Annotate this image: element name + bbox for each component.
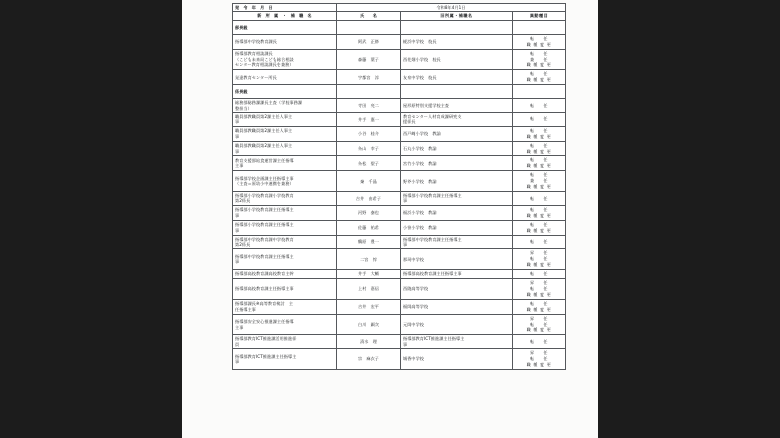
table-row (233, 279, 566, 300)
transfer-kind-line: 転 任 (529, 256, 551, 262)
old-post-line: 野芥小学校 教諭 (403, 178, 437, 184)
transfer-kind-line: 兼 任 (529, 178, 551, 184)
transfer-kind-line: 転 任 (529, 271, 551, 277)
group-heading-spacer-kind (513, 85, 566, 99)
cell-new-post (233, 34, 337, 49)
new-post-main: 指導部高校教育課高校教育主幹 (235, 271, 294, 277)
new-post-main: 指導部教育ICT推進課主任指導主 (235, 353, 297, 359)
old-post-line: 指導部中学校教育課主任指導主 (403, 236, 462, 242)
cell-old-post (401, 113, 513, 127)
new-post-sub: 任指導主事 (235, 306, 256, 312)
cell-old-post (401, 141, 513, 156)
cell-person-name: 井手 憲一 (337, 113, 401, 127)
personnel-transfer-table (232, 3, 566, 370)
cell-new-post (233, 335, 337, 349)
cell-person-name: 宇都宮 淳 (337, 70, 401, 85)
old-post-line: 宮竹小学校 教諭 (403, 160, 437, 166)
column-header-kind: 異動種目 (513, 12, 566, 20)
old-post-line: 西陵高等学校 (403, 286, 429, 292)
issue-date-row (233, 4, 566, 12)
new-post-main: 指導部教育相談課長 (235, 51, 273, 57)
cell-transfer-kind (513, 299, 566, 314)
new-post-main: 指導部小学校教育課主任指導主 (235, 222, 294, 228)
old-post-line: 石丸小学校 教諭 (403, 145, 437, 151)
cell-transfer-kind (513, 113, 566, 127)
new-post-main: 職員部教職員第2課主任人事主 (235, 143, 293, 149)
new-post-sub: 第2係長 (235, 198, 251, 204)
transfer-kind-line: 転 任 (529, 238, 551, 244)
new-post-sub: 整担当） (235, 105, 252, 111)
column-header-name: 氏 名 (337, 12, 401, 20)
cell-old-post (401, 349, 513, 370)
transfer-kind-line: 職種変更 (526, 306, 554, 312)
issue-date-label: 発 令 年 月 日 (233, 4, 337, 12)
new-post-sub: 事 (235, 212, 240, 218)
cell-old-post (401, 235, 513, 249)
transfer-kind-line: 転 任 (529, 356, 551, 362)
new-post-sub: 事 (235, 259, 240, 265)
cell-old-post (401, 156, 513, 171)
old-post-line: 那珂中学校 (403, 256, 424, 262)
cell-old-post (401, 270, 513, 279)
old-post-line: 西花畑小学校 校長 (403, 56, 441, 62)
new-post-main: 総務部総務課課長主査（学校事務課 (235, 100, 303, 106)
old-post-line: 福浜小学校 教諭 (403, 210, 437, 216)
table-row (233, 34, 566, 49)
transfer-kind-line: 職種変更 (526, 148, 554, 154)
old-post-line: 元岡中学校 (403, 321, 424, 327)
column-header-new-post: 新 所 属 ・ 補 職 名 (233, 12, 337, 20)
old-post-line: 事 (403, 341, 408, 347)
old-post-line: 小笹小学校 教諭 (403, 224, 437, 230)
new-post-main: 職員部教職員第2課主任人事主 (235, 114, 293, 120)
transfer-kind-line: 職種変更 (526, 77, 554, 83)
cell-old-post (401, 205, 513, 220)
transfer-kind-line: 転 任 (529, 142, 551, 148)
table-row (233, 349, 566, 370)
new-post-main: 指導部学校企画課主任指導主事 (235, 175, 294, 181)
cell-person-name: 阿武 正修 (337, 34, 401, 49)
new-post-sub: 事 (235, 227, 240, 233)
group-heading-spacer-kind (513, 20, 566, 34)
cell-transfer-kind (513, 279, 566, 300)
cell-old-post (401, 299, 513, 314)
personnel-transfer-sheet (232, 3, 565, 370)
cell-new-post (233, 349, 337, 370)
transfer-kind-line: 転 任 (529, 102, 551, 108)
table-row (233, 156, 566, 171)
transfer-kind-line: 職種変更 (526, 62, 554, 68)
transfer-kind-line: 転 任 (529, 285, 551, 291)
cell-new-post (233, 126, 337, 141)
cell-transfer-kind (513, 141, 566, 156)
new-post-sub: 事 (235, 133, 240, 139)
cell-transfer-kind (513, 99, 566, 113)
new-post-sub: 主事 (235, 324, 244, 330)
old-post-line: 椛浜中学校 校長 (403, 39, 437, 44)
cell-transfer-kind (513, 70, 566, 85)
new-post-sub: （主査＝原幼小中連携を兼務） (235, 181, 294, 187)
cell-old-post (401, 220, 513, 235)
transfer-kind-line: 職種変更 (526, 212, 554, 218)
cell-person-name: 清水 理 (337, 335, 401, 349)
transfer-kind-line: 兼 任 (529, 56, 551, 62)
new-post-main: 教育支援部給食運営課主任指導 (235, 158, 294, 164)
transfer-kind-line: 転 任 (529, 127, 551, 133)
new-post-main: 指導部中学校教育課主任指導主 (235, 253, 294, 259)
table-row (233, 335, 566, 349)
new-post-sub: 員 (235, 341, 240, 347)
column-header-old-post: 旧所属・補職名 (401, 12, 513, 20)
table-row (233, 70, 566, 85)
cell-transfer-kind (513, 171, 566, 192)
cell-transfer-kind (513, 249, 566, 270)
cell-transfer-kind (513, 270, 566, 279)
cell-transfer-kind (513, 335, 566, 349)
cell-person-name: 森藤 葉子 (337, 49, 401, 70)
document-page (182, 0, 598, 438)
group-heading-spacer-old (401, 85, 513, 99)
transfer-kind-line: 職種変更 (526, 291, 554, 297)
cell-old-post (401, 249, 513, 270)
cell-person-name: 上村 嘉信 (337, 279, 401, 300)
cell-old-post (401, 335, 513, 349)
cell-new-post (233, 235, 337, 249)
cell-person-name: 吉井 由希子 (337, 192, 401, 206)
new-post-main: 指導部小学校教育課小学校教育 (235, 193, 294, 199)
table-row (233, 99, 566, 113)
group-heading-row (233, 20, 566, 34)
transfer-kind-line: 転 任 (529, 35, 551, 41)
new-post-main: 職員部教職員第2課主任人事主 (235, 128, 293, 134)
transfer-kind-line: 昇 任 (529, 315, 551, 321)
transfer-kind-line: 転 任 (529, 300, 551, 306)
old-post-line: 教育センター人材育成課研究支 (403, 114, 462, 120)
transfer-kind-line: 転 任 (529, 157, 551, 163)
new-post-sub: 主事 (235, 163, 244, 169)
transfer-kind-line: 職種変更 (526, 327, 554, 333)
cell-old-post (401, 192, 513, 206)
cell-old-post (401, 49, 513, 70)
transfer-kind-line: 転 任 (529, 50, 551, 56)
table-row (233, 299, 566, 314)
new-post-main: 指導部中学校教育課中学校教育 (235, 236, 294, 242)
new-post-sub: 事 (235, 119, 240, 125)
transfer-kind-line: 転 任 (529, 338, 551, 344)
old-post-line: 屋形原特別支援学校主査 (403, 102, 450, 108)
old-post-line: 福岡高等学校 (403, 304, 429, 310)
cell-new-post (233, 99, 337, 113)
transfer-kind-line: 転 任 (529, 206, 551, 212)
old-post-line: 指導部教育ICT推進課主任指導主 (403, 336, 465, 342)
transfer-kind-line: 転 任 (529, 195, 551, 201)
cell-new-post (233, 249, 337, 270)
new-post-sub: 事 (235, 148, 240, 154)
group-heading-row (233, 85, 566, 99)
table-row (233, 249, 566, 270)
table-row (233, 220, 566, 235)
transfer-kind-line: 転 任 (529, 321, 551, 327)
old-post-line: 指導部高校教育課主任指導主事 (403, 271, 462, 277)
transfer-kind-line: 転 任 (529, 172, 551, 178)
transfer-kind-line: 職種変更 (526, 362, 554, 368)
table-row (233, 235, 566, 249)
cell-old-post (401, 279, 513, 300)
cell-transfer-kind (513, 192, 566, 206)
cell-new-post (233, 279, 337, 300)
new-post-sub: センター教育相談課長を兼務） (235, 62, 294, 68)
old-post-line: 事 (403, 241, 408, 247)
cell-person-name: 小谷 桂介 (337, 126, 401, 141)
cell-person-name: 吉井 宏平 (337, 299, 401, 314)
new-post-main: 指導部安全安心推進課主任指導 (235, 319, 294, 325)
cell-old-post (401, 314, 513, 335)
cell-new-post (233, 49, 337, 70)
old-post-line: 援係長 (403, 119, 416, 125)
new-post-main: 指導部教育ICT推進課活用推進係 (235, 336, 297, 342)
transfer-kind-line: 昇 任 (529, 250, 551, 256)
cell-transfer-kind (513, 349, 566, 370)
cell-person-name: 二宮 惇 (337, 249, 401, 270)
transfer-kind-line: 転 任 (529, 221, 551, 227)
new-post-main: 指導部高校教育課主任指導主事 (235, 286, 294, 292)
new-post-main: 指導部小学校教育課主任指導主 (235, 207, 294, 213)
old-post-line: 事 (403, 198, 408, 204)
cell-new-post (233, 70, 337, 85)
old-post-line: 城香中学校 (403, 356, 424, 362)
cell-new-post (233, 220, 337, 235)
cell-transfer-kind (513, 126, 566, 141)
table-row (233, 49, 566, 70)
cell-person-name: 河野 泰也 (337, 205, 401, 220)
cell-old-post (401, 171, 513, 192)
new-post-sub: 事 (235, 359, 240, 365)
group-heading-spacer-name (337, 85, 401, 99)
issue-date-value: 令和8年4月1日 (337, 4, 566, 12)
cell-person-name: 鶴原 豊一 (337, 235, 401, 249)
cell-new-post (233, 314, 337, 335)
transfer-kind-line: 昇 任 (529, 280, 551, 286)
cell-person-name: 寺田 亮二 (337, 99, 401, 113)
table-row (233, 314, 566, 335)
cell-transfer-kind (513, 220, 566, 235)
new-post-main: 指導部課長※高等教育検討 主 (235, 301, 294, 307)
cell-person-name: 井手 大輔 (337, 270, 401, 279)
group-heading-label: 係長級 (233, 85, 337, 99)
table-row (233, 192, 566, 206)
table-row (233, 205, 566, 220)
new-post-main: 発達教育センター所長 (235, 74, 277, 80)
table-row (233, 113, 566, 127)
transfer-kind-line: 職種変更 (526, 133, 554, 139)
table-row (233, 270, 566, 279)
table-row (233, 171, 566, 192)
cell-old-post (401, 34, 513, 49)
table-row (233, 141, 566, 156)
transfer-kind-line: 転 任 (529, 116, 551, 122)
cell-new-post (233, 270, 337, 279)
transfer-kind-line: 職種変更 (526, 262, 554, 268)
cell-old-post (401, 99, 513, 113)
old-post-line: 指導部小学校教育課主任指導主 (403, 193, 462, 199)
new-post-main: 指導部中学校教育課長 (235, 39, 277, 44)
transfer-kind-line: 職種変更 (526, 227, 554, 233)
cell-transfer-kind (513, 314, 566, 335)
column-header-row (233, 12, 566, 20)
cell-new-post (233, 156, 337, 171)
cell-new-post (233, 171, 337, 192)
transfer-kind-line: 職種変更 (526, 184, 554, 190)
new-post-sub: （こども未来局こども総合相談 (235, 56, 294, 62)
cell-new-post (233, 205, 337, 220)
cell-person-name: 白川 顕次 (337, 314, 401, 335)
cell-new-post (233, 141, 337, 156)
cell-person-name: 糸山 幸子 (337, 141, 401, 156)
old-post-line: 友泉中学校 校長 (403, 74, 437, 80)
group-heading-label: 部長級 (233, 20, 337, 34)
cell-new-post (233, 299, 337, 314)
cell-transfer-kind (513, 34, 566, 49)
transfer-kind-line: 職種変更 (526, 163, 554, 169)
transfer-kind-line: 転 任 (529, 71, 551, 77)
cell-transfer-kind (513, 156, 566, 171)
cell-old-post (401, 126, 513, 141)
cell-old-post (401, 70, 513, 85)
cell-transfer-kind (513, 49, 566, 70)
cell-person-name: 宗 麻衣子 (337, 349, 401, 370)
cell-transfer-kind (513, 235, 566, 249)
cell-new-post (233, 113, 337, 127)
transfer-kind-line: 職種変更 (526, 41, 554, 47)
cell-person-name: 糸松 聖子 (337, 156, 401, 171)
group-heading-spacer-name (337, 20, 401, 34)
group-heading-spacer-old (401, 20, 513, 34)
new-post-sub: 第2係長 (235, 241, 251, 247)
old-post-line: 西戸崎小学校 教諭 (403, 131, 441, 137)
cell-person-name: 佐藤 祐希 (337, 220, 401, 235)
cell-transfer-kind (513, 205, 566, 220)
transfer-kind-line: 昇 任 (529, 350, 551, 356)
cell-person-name: 秦 千晶 (337, 171, 401, 192)
table-row (233, 126, 566, 141)
cell-new-post (233, 192, 337, 206)
